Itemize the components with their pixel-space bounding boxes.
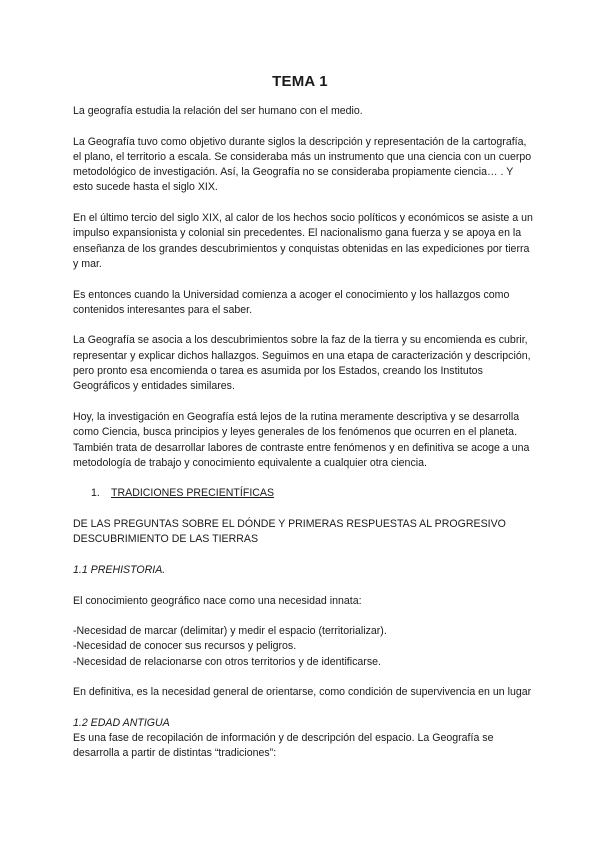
paragraph-history: La Geografía tuvo como objetivo durante siglos la descripción y representación de la cartografía, el plano, el territorio a escala. Se consideraba más un instrumento que una ciencia con un cuerpo metodológico de investigación. Así, la Geografía no se consideraba propiamente ciencia… . Y esto sucede hasta el siglo XIX.	[73, 135, 532, 194]
need-item: -Necesidad de conocer sus recursos y peligros.	[73, 640, 297, 653]
paragraph-xix-century: En el último tercio del siglo XIX, al calor de los hechos socio políticos y económicos se asiste a un impulso expansionista y colonial sin precedentes. El nacionalismo gana fuerza y se apoya en la enseñanza de los grandes descubrimientos y conquistas obtenidas en las expediciones por tierra y mar.	[73, 212, 533, 270]
paragraph-university: Es entonces cuando la Universidad comienza a acoger el conocimiento y los hallazgos como contenidos interesantes para el saber.	[73, 288, 510, 316]
section-heading: DE LAS PREGUNTAS SOBRE EL DÓNDE Y PRIMERAS RESPUESTAS AL PROGRESIVO DESCUBRIMIENTO DE LAS TIERRAS	[73, 518, 506, 546]
paragraph-prehistoria-conclusion: En definitiva, es la necesidad general de orientarse, como condición de supervivencia en un lugar	[73, 686, 532, 699]
need-item: -Necesidad de marcar (delimitar) y medir el espacio (territorializar).	[73, 625, 387, 638]
list-heading-text: TRADICIONES PRECIENTÍFICAS	[111, 487, 275, 500]
paragraph-today: Hoy, la investigación en Geografía está lejos de la rutina meramente descriptiva y se desarrolla como Ciencia, busca principios y leyes generales de los fenómenos que ocurren en el planeta. También trata de desarrollar labores de contraste entre fenómenos y en definitiva se acoge a una metodología de trabajo y conocimiento equivalente a cualquier otra ciencia.	[73, 410, 530, 469]
page-title: TEMA 1	[272, 73, 328, 90]
paragraph-discoveries: La Geografía se asocia a los descubrimientos sobre la faz de la tierra y su encomienda es cubrir, representar y explicar dichos hallazgos. Seguimos en una etapa de caracterización y descripción, pero pronto esa encomienda o tarea es asumida por los Estados, creando los Institutos Geográficos y entidades similares.	[73, 334, 531, 393]
numbered-heading	[73, 486, 533, 501]
paragraph-edad-antigua: Es una fase de recopilación de información y de descripción del espacio. La Geografía se desarrolla a partir de distintas “tradiciones”:	[73, 732, 494, 760]
list-number: 1.	[91, 487, 100, 500]
paragraph-prehistoria-intro: El conocimiento geográfico nace como una necesidad innata:	[73, 594, 362, 607]
document-body	[73, 104, 533, 777]
subheading-edad-antigua: 1.2 EDAD ANTIGUA	[73, 716, 170, 729]
subheading-prehistoria: 1.1 PREHISTORIA.	[73, 563, 166, 576]
paragraph-intro: La geografía estudia la relación del ser humano con el medio.	[73, 105, 363, 117]
need-item: -Necesidad de relacionarse con otros territorios y de identificarse.	[73, 655, 381, 668]
